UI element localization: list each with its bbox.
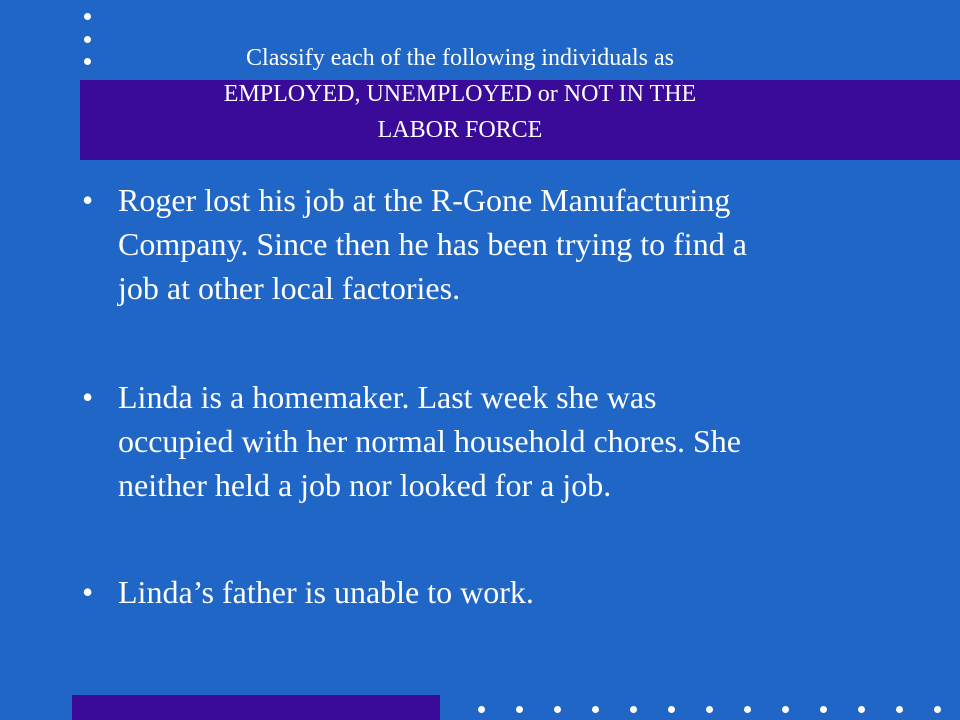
decorative-dot xyxy=(478,706,485,713)
decorative-dot xyxy=(706,706,713,713)
bullet-item xyxy=(82,178,878,310)
decorative-dot xyxy=(516,706,523,713)
bullet-line: job at other local factories. xyxy=(118,270,461,306)
decorative-dot xyxy=(934,706,941,713)
bottom-band xyxy=(72,695,440,720)
bullet-item xyxy=(82,375,878,507)
decorative-dot xyxy=(630,706,637,713)
bullet-line: Linda is a homemaker. Last week she was xyxy=(118,379,657,415)
decorative-dot xyxy=(820,706,827,713)
decorative-dot xyxy=(896,706,903,713)
decorative-dot xyxy=(858,706,865,713)
bullet-item xyxy=(82,570,878,614)
decorative-dot xyxy=(744,706,751,713)
bullet-line: Roger lost his job at the R-Gone Manufacturing xyxy=(118,182,731,218)
bullet-line: occupied with her normal household chores. She xyxy=(118,423,741,459)
title-line: EMPLOYED, UNEMPLOYED or NOT IN THE xyxy=(223,81,697,107)
bullet-line: Company. Since then he has been trying to find a xyxy=(118,226,747,262)
decorative-dot xyxy=(554,706,561,713)
decorative-dot xyxy=(592,706,599,713)
decorative-dot xyxy=(782,706,789,713)
decorative-dot xyxy=(668,706,675,713)
bullet-line: neither held a job nor looked for a job. xyxy=(118,467,612,503)
title-line: LABOR FORCE xyxy=(377,117,543,143)
title-line: Classify each of the following individuals as xyxy=(246,45,674,71)
bullet-icon: • xyxy=(82,182,94,218)
bullet-line: Linda’s father is unable to work. xyxy=(118,574,534,610)
bullet-icon: • xyxy=(82,379,94,415)
bullet-icon: • xyxy=(82,574,94,610)
